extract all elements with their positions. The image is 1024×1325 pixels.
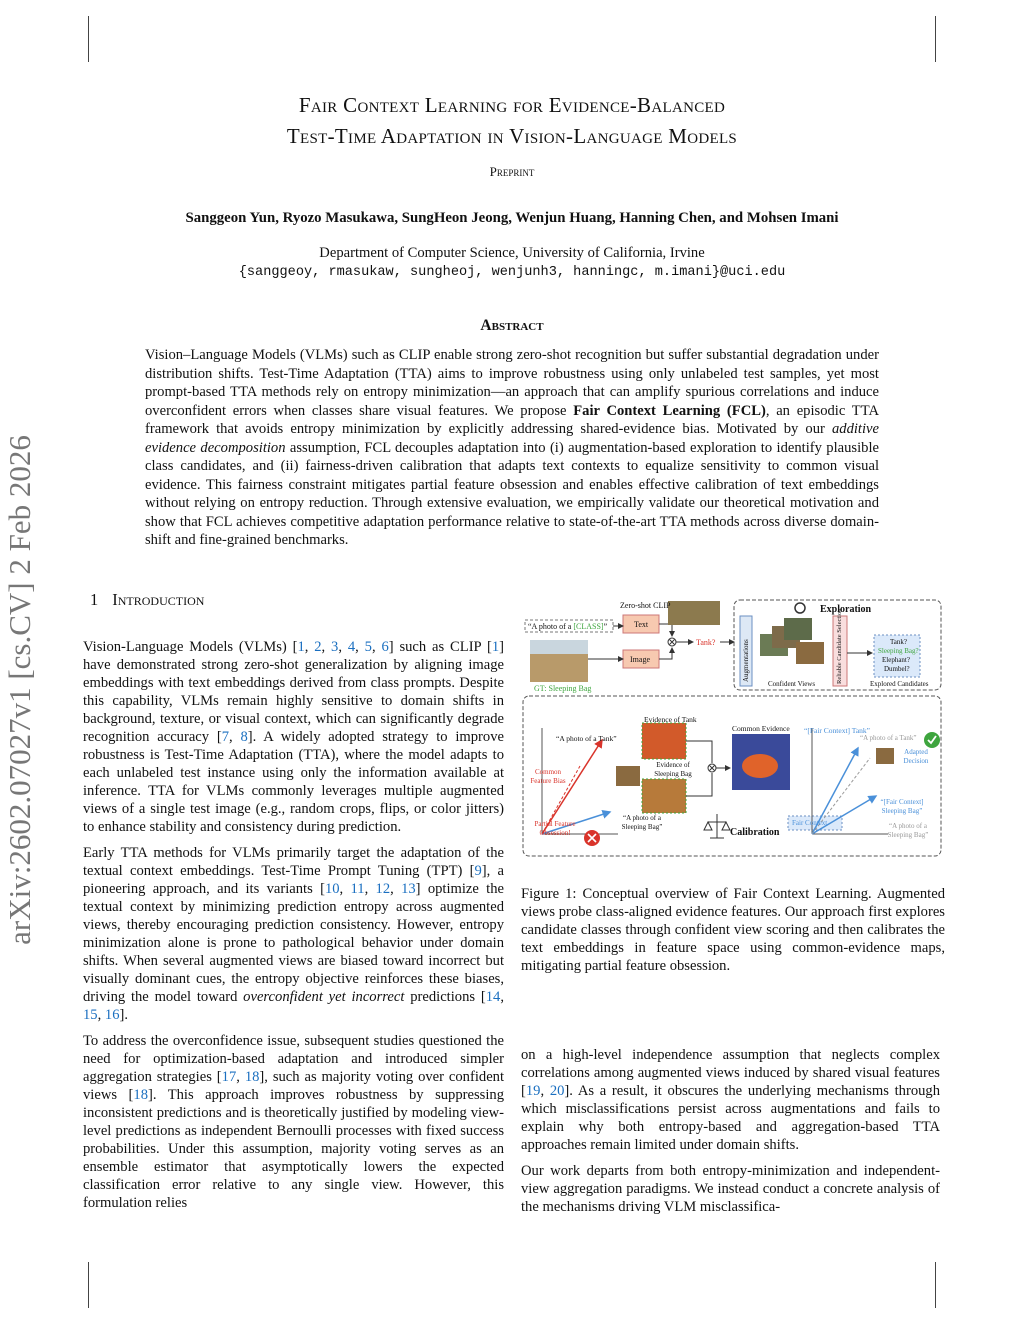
ground-truth-label: GT: Sleeping Bag [534,684,592,693]
right-paragraph-1: on a high-level independence assumption that neglects complex correlations among augmented views induced by shared visual features [19, 20]. As a result, it obscures the underlying mechanisms through which misclassifications persist across augmentations and fails to explain why both entropy-based and aggregation-based TTA approaches remain limited under domain shifts. [521,1047,941,1153]
crop-mark [935,16,936,62]
citation-link[interactable]: 17 [221,1069,237,1085]
evidence-sleeping-label: Evidence of Sleeping Bag [654,761,692,778]
fair-tank-label: “[Fair Context] Tank” [804,726,870,735]
confident-view [796,642,824,664]
citation-link[interactable]: 14 [485,989,501,1005]
affiliation: Department of Computer Science, University of California, Irvine [319,245,705,261]
citation-link[interactable]: 1 [491,639,500,655]
adapted-image [876,748,894,764]
citation-link[interactable]: 2 [314,639,322,655]
evidence-tank-map [642,723,686,759]
text-encoder-label: Text [634,620,649,629]
candidate-sleeping-bag: Sleeping Bag? [878,647,919,655]
citation-link[interactable]: 20 [549,1083,565,1099]
citation-link[interactable]: 16 [104,1007,120,1023]
candidate-dumbel: Dumbel? [884,665,910,673]
section-heading: 1 Introduction [90,590,205,609]
sleeping-prompt-label-2: “A photo of a Sleeping Bag” [887,822,929,839]
fair-context-label: Fair Context [792,819,828,827]
email-list: {sanggeoy, rmasukaw, sungheoj, wenjunh3, hanningc, m.imani}@uci.edu [238,265,786,280]
citation-link[interactable]: 15 [83,1007,98,1023]
abstract-heading: Abstract [480,317,544,334]
citation-link[interactable]: 5 [364,639,372,655]
adapted-decision-label: Adapted Decision [903,748,929,765]
figure-caption: Figure 1: Conceptual overview of Fair Context Learning. Augmented views probe class-aligned evidence features. Our approach first explores candidate classes through confident view scoring and then calibrates the text embeddings in feature space using common-evidence maps, mitigating partial feature obsession. [521,886,945,974]
flow-arrow [659,648,672,659]
right-paragraph-2: Our work departs from both entropy-minimization and independent-view aggregation paradigms. We instead conduct a concrete analysis of the mechanisms driving VLM misclassifica- [521,1163,940,1215]
zero-shot-image [668,601,720,625]
citation-link[interactable]: 3 [331,639,339,655]
calibration-title: Calibration [730,827,780,838]
intro-paragraph-3: To address the overconfidence issue, subsequent studies questioned the need for optimization-based adaptation and introduced simpler aggregation strategies [17, 18], such as majority voting over confident views [18]. This approach improves robustness by suppressing inconsistent predictions and is theoretically justified by modeling view-level predictions as independent Bernoulli processes with fixed success probabilities. Under this assumption, majority voting serves as an ensemble estimator that asymptotically lowers the expected classification error relative to any single view. However, this formulation relies [83,1033,505,1211]
intro-paragraph-2: Early TTA methods for VLMs primarily target the adaptation of the textual context embeddings. Test-Time Prompt Tuning (TPT) [9], a pioneering approach, and its variants [10, 11, 12, 13] optimize the textual context by minimizing prediction entropy across augmented views, thereby encouraging prediction consistency. However, entropy minimization alone is prone to pathological behavior under domain shifts. When several augmented views are biased toward incorrect but visually dominant cues, the entropy objective reinforces these biases, driving the model toward overconfident yet incorrect predictions [14, 15, 16]. [83,845,505,1023]
reliable-selection-label: Reliable Candidate Selection [836,608,843,684]
augmentations-label: Augmentations [742,639,750,682]
citation-link[interactable]: 1 [297,639,305,655]
candidate-tank: Tank? [890,638,908,646]
evidence-sleeping-map [642,779,686,813]
author-list: Sanggeon Yun, Ryozo Masukawa, SungHeon Jeong, Wenjun Huang, Hanning Chen, and Mohsen Imani [185,210,839,226]
image-encoder-label: Image [630,655,650,664]
citation-link[interactable]: 12 [375,881,391,897]
citation-link[interactable]: 7 [221,729,230,745]
candidate-elephant: Elephant? [882,656,910,664]
fair-sleeping-label: “[Fair Context] Sleeping Bag” [880,798,924,815]
tank-prompt-label: “A photo of a Tank” [556,734,617,743]
citation-link[interactable]: 4 [347,639,356,655]
tank-prompt-label-2: “A photo of a Tank” [860,734,917,742]
zero-shot-label: Zero-shot CLIP [620,601,671,610]
exploration-title: Exploration [820,604,872,615]
flow-arrow [686,741,712,763]
tank-prediction: Tank? [696,638,716,647]
test-image-sky [530,640,588,654]
crop-mark [935,1262,936,1308]
citation-link[interactable]: 13 [401,881,416,897]
crop-mark [88,16,89,62]
paper-title-line2: Test-Time Adaptation in Vision-Language Models [286,124,738,148]
citation-link[interactable]: 10 [324,881,340,897]
confident-view [784,618,812,640]
common-evidence-heat [742,754,778,778]
scale-icon [704,814,730,838]
citation-link[interactable]: 6 [381,639,389,655]
confident-views-label: Confident Views [768,680,816,688]
citation-link[interactable]: 18 [133,1087,148,1103]
right-column [521,1046,940,1224]
abstract-text: Vision–Language Models (VLMs) such as CLIP enable strong zero-shot recognition but suffer substantial degradation under distribution shifts. Test-Time Adaptation (TTA) aims to improve robustness using only unlabeled test samples, yet most prompt-based TTA methods rely on entropy minimization—an approach that can amplify spurious correlations and induce overconfident errors when classes share visual features. We propose Fair Context Learning (FCL), an episodic TTA framework that avoids entropy minimization by explicitly addressing shared-evidence bias. Motivated by our additive evidence decomposition assumption, FCL decouples adaptation into (i) augmentation-based exploration to identify plausible class candidates, and (ii) fairness-driven calibration that adapts text contexts to equalize sensitivity to common visual evidence. This fairness constraint mitigates partial feature obsession and enables effective calibration of text embeddings without relying on entropy reduction. Through extensive evaluation, we empirically validate our theoretical motivation and show that FCL achieves competitive adaptation performance relative to state-of-the-art TTA methods across diverse domain-shift and fine-grained benchmarks. [145,347,879,548]
prompt-label: “A photo of a [CLASS]” [528,622,608,631]
crop-mark [88,1262,89,1308]
citation-link[interactable]: 9 [474,863,482,879]
check-icon [924,732,940,748]
citation-link[interactable]: 19 [525,1083,541,1099]
common-evidence-label: Common Evidence [732,724,790,733]
common-bias-label: Common Feature Bias [530,768,566,785]
left-column [83,638,504,1220]
citation-link[interactable]: 18 [244,1069,260,1085]
paper-title-line1: Fair Context Learning for Evidence-Balanced [298,93,726,117]
partial-obsession-label: Partial Feature Obsession! [534,820,576,837]
sleeping-prompt-label: “A photo of a Sleeping Bag” [621,814,663,831]
preprint-label: Preprint [489,164,535,179]
evidence-tank-label: Evidence of Tank [644,715,697,724]
flow-arrow [659,624,672,636]
search-icon [795,603,805,613]
explored-candidates-label: Explored Candidates [870,680,929,688]
intro-paragraph-1: Vision-Language Models (VLMs) [1, 2, 3, 4, 5, 6] such as CLIP [1] have demonstrated strong zero-shot generalization by aligning image embeddings with text embeddings derived from class prompts. Despite this capability, VLMs remain highly sensitive to domain shifts in background, texture, or visual context, which can significantly degrade recognition accuracy [7, 8]. A widely adopted strategy to improve robustness is Test-Time Adaptation (TTA), where the model adapts to each unlabeled test instance using only the information available at inference. TTA for VLMs commonly leverages multiple augmented views of a single test image (e.g., random crops, flips, or color jitters) to enhance stability and consistency during prediction. [83,639,505,835]
figure-1 [520,598,946,860]
sample-image [616,766,640,786]
citation-link[interactable]: 8 [240,729,248,745]
citation-link[interactable]: 11 [350,881,365,897]
